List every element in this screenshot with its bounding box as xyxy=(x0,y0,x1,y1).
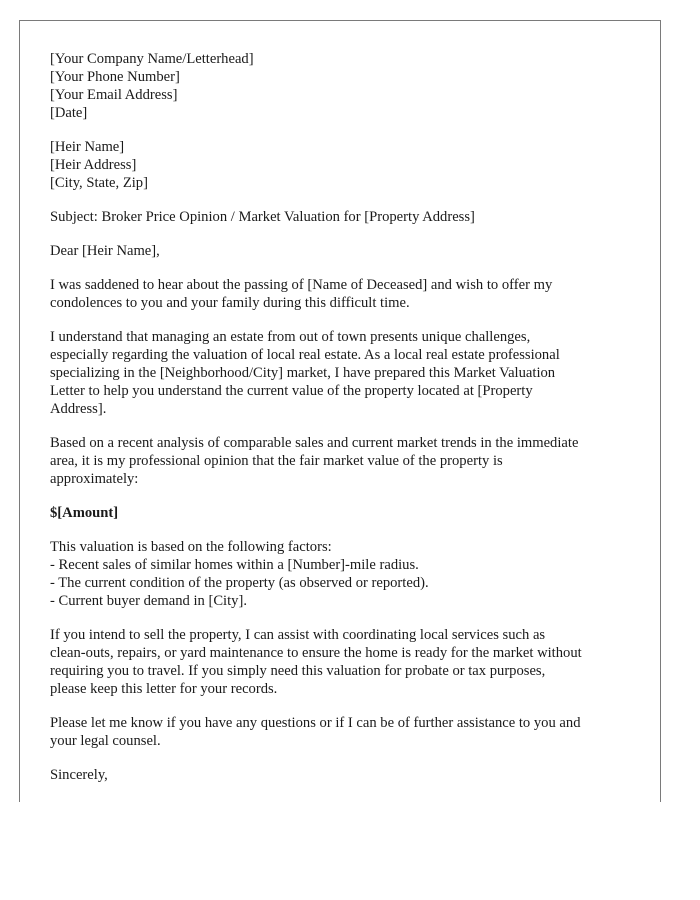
factor-item: - Recent sales of similar homes within a [Number]-mile radius. xyxy=(50,557,419,573)
paragraph-line: condolences to you and your family during this difficult time. xyxy=(50,295,410,311)
sender-phone: [Your Phone Number] xyxy=(50,69,180,85)
closing-text: Sincerely, xyxy=(50,767,108,783)
subject-line xyxy=(50,208,640,226)
paragraph-line: approximately: xyxy=(50,471,139,487)
sender-company: [Your Company Name/Letterhead] xyxy=(50,51,254,67)
subject-text: Subject: Broker Price Opinion / Market Valuation for [Property Address] xyxy=(50,209,475,225)
letter-date: [Date] xyxy=(50,105,88,121)
valuation-amount: $[Amount] xyxy=(50,505,119,521)
factors-block xyxy=(50,538,640,610)
paragraph-line: area, it is my professional opinion that the fair market value of the property is xyxy=(50,453,503,469)
recipient-address: [Heir Address] xyxy=(50,157,137,173)
paragraph-line: your legal counsel. xyxy=(50,733,161,749)
recipient-city-state-zip: [City, State, Zip] xyxy=(50,175,148,191)
closing-block xyxy=(50,766,640,784)
paragraph-line: Address]. xyxy=(50,401,107,417)
paragraph-line: requiring you to travel. If you simply need this valuation for probate or tax purposes, xyxy=(50,663,546,679)
contact-paragraph xyxy=(50,714,640,750)
paragraph-line: please keep this letter for your records. xyxy=(50,681,278,697)
condolence-paragraph xyxy=(50,276,640,312)
amount-block xyxy=(50,504,640,522)
factors-intro: This valuation is based on the following factors: xyxy=(50,539,332,555)
letter-page xyxy=(19,20,661,802)
paragraph-line: I was saddened to hear about the passing of [Name of Deceased] and wish to offer my xyxy=(50,277,553,293)
salutation-text: Dear [Heir Name], xyxy=(50,243,160,259)
recipient-name: [Heir Name] xyxy=(50,139,125,155)
sender-block xyxy=(50,50,640,122)
letter-content xyxy=(50,50,640,800)
paragraph-line: clean-outs, repairs, or yard maintenance to ensure the home is ready for the market without xyxy=(50,645,582,661)
factor-item: - Current buyer demand in [City]. xyxy=(50,593,247,609)
purpose-paragraph xyxy=(50,328,640,418)
paragraph-line: Letter to help you understand the current value of the property located at [Property xyxy=(50,383,533,399)
paragraph-line: Please let me know if you have any questions or if I can be of further assistance to you and xyxy=(50,715,581,731)
recipient-block xyxy=(50,138,640,192)
paragraph-line: Based on a recent analysis of comparable sales and current market trends in the immediate xyxy=(50,435,579,451)
factor-item: - The current condition of the property (as observed or reported). xyxy=(50,575,429,591)
sender-email: [Your Email Address] xyxy=(50,87,178,103)
paragraph-line: especially regarding the valuation of local real estate. As a local real estate professional xyxy=(50,347,560,363)
salutation xyxy=(50,242,640,260)
paragraph-line: specializing in the [Neighborhood/City] market, I have prepared this Market Valuation xyxy=(50,365,556,381)
paragraph-line: If you intend to sell the property, I can assist with coordinating local services such as xyxy=(50,627,546,643)
paragraph-line: I understand that managing an estate from out of town presents unique challenges, xyxy=(50,329,531,345)
valuation-paragraph xyxy=(50,434,640,488)
services-paragraph xyxy=(50,626,640,698)
